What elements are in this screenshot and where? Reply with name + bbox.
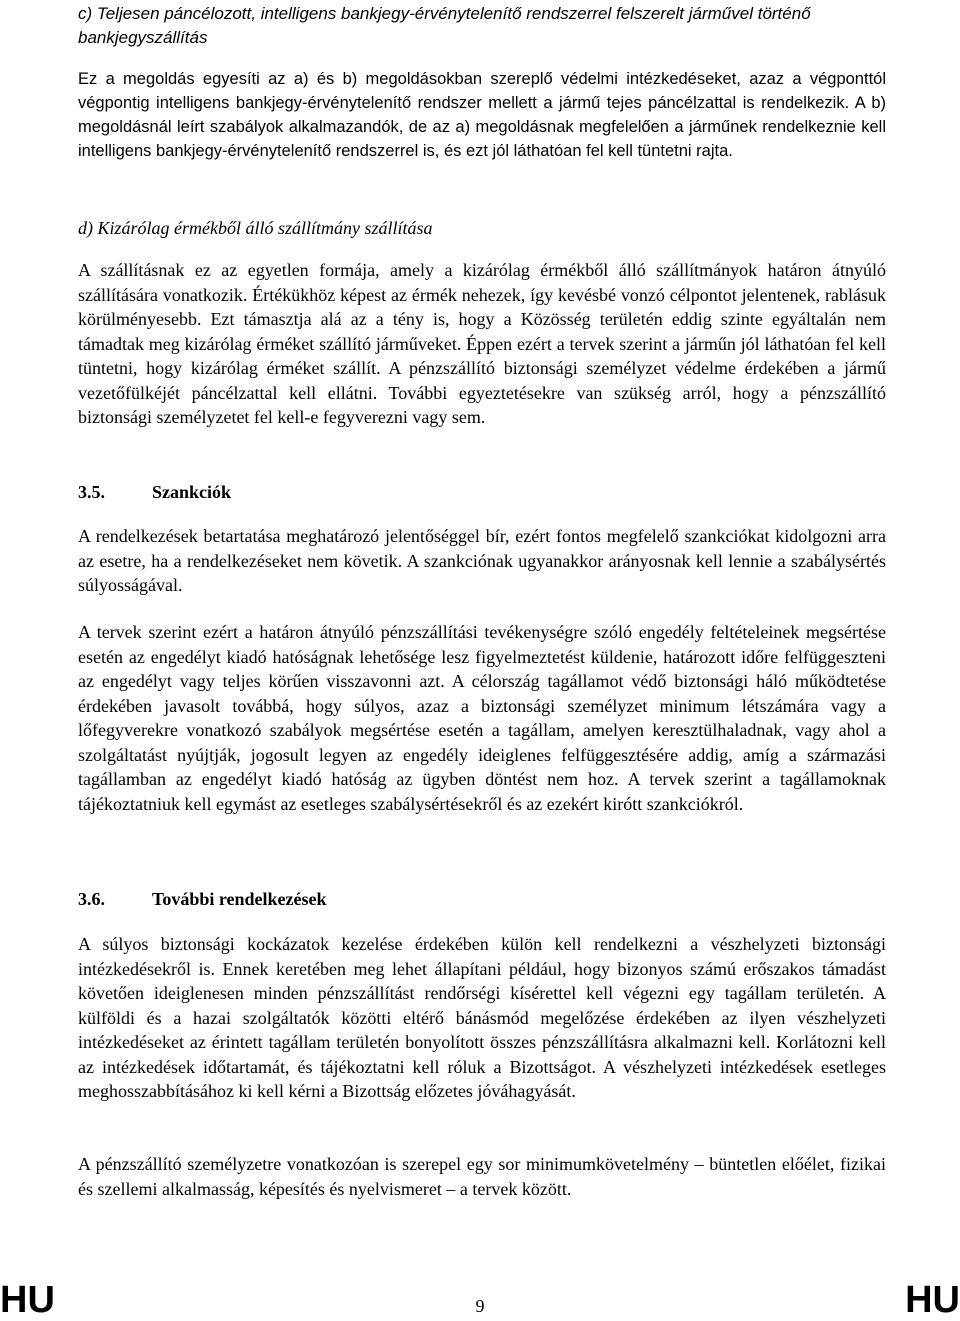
section-3-5-paragraph-1: A rendelkezések betartatása meghatározó jelentőséggel bír, ezért fontos megfelelő szankciókat kidolgozni arra az esetre, ha a rendelkezéseket nem követik. A szankciónak ugyanakkor arányosnak kell lennie a szabálysértés súlyosságával. bbox=[78, 526, 886, 595]
footer-language-code-left: HU bbox=[0, 1279, 55, 1321]
section-c-paragraph: Ez a megoldás egyesíti az a) és b) megoldásokban szereplő védelmi intézkedéseket, azaz a végponttól végpontig intelligens bankjegy-érvénytelenítő rendszer mellett a jármű tejes páncélzattal is rendelkezik. A b) megoldásnál leírt szabályok alkalmazandók, de az a) megoldásnak megfelelően a járműnek rendelkeznie kell intelligens bankjegy-érvénytelenítő rendszerrel is, és ezt jól láthatóan fel kell tüntetni rajta. bbox=[78, 70, 886, 160]
section-c-heading: c) Teljesen páncélozott, intelligens bankjegy-érvénytelenítő rendszerrel felszerelt járművel történő bankjegyszállítás bbox=[78, 4, 811, 47]
page-number: 9 bbox=[475, 1296, 485, 1316]
section-3-5-heading bbox=[78, 480, 886, 504]
section-3-6-paragraph-1: A súlyos biztonsági kockázatok kezelése érdekében külön kell rendelkezni a vészhelyzeti biztonsági intézkedésekről is. Ennek keretében meg lehet állapítani például, hogy bizonyos számú erőszakos támadást követően ideiglenesen minden pénzszállítást rendőrségi kísérettel kell végezni egy tagállam területén. A külföldi és a hazai szolgáltatók közötti eltérő bánásmód megelőzése érdekében az ilyen vészhelyzeti intézkedéseket az érintett tagállam területén bonyolított összes pénzszállításra alkalmazni kell. Korlátozni kell az intézkedések időtartamát, és tájékoztatni kell róluk a Bizottságot. A vészhelyzeti intézkedések esetleges meghosszabbításához ki kell kérni a Bizottság előzetes jóváhagyását. bbox=[78, 934, 886, 1101]
footer-language-code-right: HU bbox=[905, 1279, 960, 1321]
section-3-5-paragraph-2: A tervek szerint ezért a határon átnyúló pénzszállítási tevékenységre szóló engedély feltételeinek megsértése esetén az engedélyt kiadó hatóságnak lehetősége lesz figyelmeztetést küldenie, határozott időre felfüggeszteni az engedélyt vagy teljes körűen visszavonni azt. A célország tagállamot védő biztonsági háló működtetése érdekében javasolt továbbá, hogy súlyos, azaz a biztonsági személyzet minimum létszámára vagy a lőfegyverekre vonatkozó szabályok megsértése esetén a tagállam, amelyen keresztülhaladnak, vagy ahol a szolgáltatást nyújtják, jogosult legyen az engedély ideiglenes felfüggesztésére addig, amíg a származási tagállamban az engedélyt kiadó hatóság az ügyben döntést nem hoz. A tervek szerint a tagállamoknak tájékoztatniuk kell egymást az esetleges szabálysértésekről és az ezekért kirótt szankciókról. bbox=[78, 622, 886, 814]
section-3-6-heading bbox=[78, 887, 886, 911]
section-3-6-number: 3.6. bbox=[78, 889, 105, 909]
section-d-heading: d) Kizárólag érmékből álló szállítmány szállítása bbox=[78, 218, 433, 238]
section-3-5-number: 3.5. bbox=[78, 482, 105, 502]
section-3-5-title: Szankciók bbox=[152, 482, 232, 502]
section-3-6-paragraph-2: A pénzszállító személyzetre vonatkozóan is szerepel egy sor minimumkövetelmény – büntetlen előélet, fizikai és szellemi alkalmasság, képesítés és nyelvismeret – a tervek között. bbox=[78, 1154, 886, 1199]
section-d-paragraph: A szállításnak ez az egyetlen formája, amely a kizárólag érmékből álló szállítmányok határon átnyúló szállítására vonatkozik. Értékükhöz képest az érmék nehezek, így kevésbé vonzó célpontot jelentenek, rablásuk körülményesebb. Ezt támasztja alá az a tény is, hogy a Közösség területén eddig szinte egyáltalán nem támadtak meg kizárólag érméket szállító járműveket. Éppen ezért a tervek szerint a járműn jól láthatóan fel kell tüntetni, hogy kizárólag érméket szállít. A pénzszállító biztonsági személyzet védelme érdekében a jármű vezetőfülkéjét páncélzattal kell ellátni. További egyeztetésekre van szükség arról, hogy a pénzszállító biztonsági személyzetet fel kell-e fegyverezni vagy sem. bbox=[78, 260, 886, 427]
section-3-6-title: További rendelkezések bbox=[152, 889, 327, 909]
